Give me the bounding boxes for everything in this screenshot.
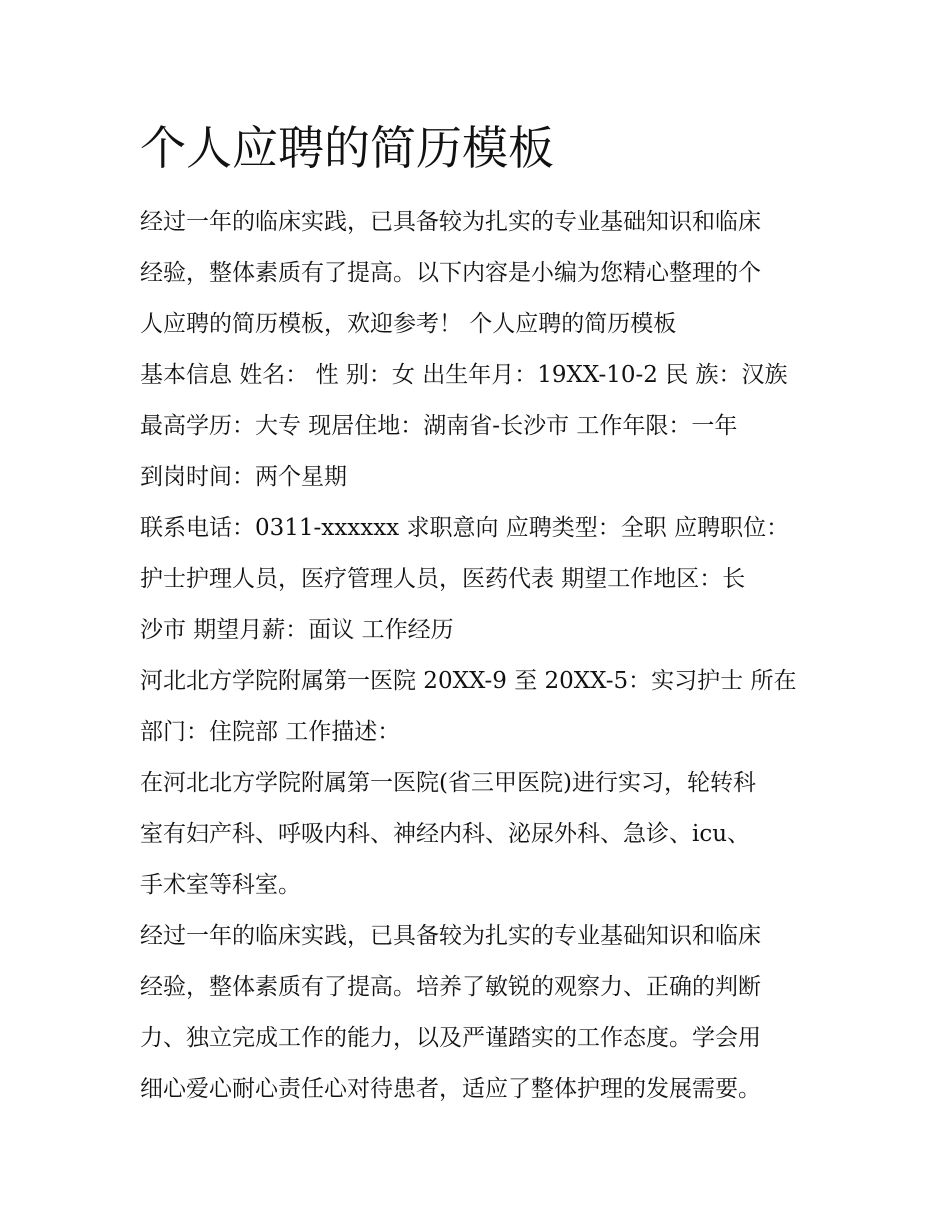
text-line: 沙市 期望月薪：面议 工作经历 bbox=[140, 617, 454, 643]
text-line: 细心爱心耐心责任心对待患者，适应了整体护理的发展需要。 bbox=[140, 1076, 761, 1102]
text-line: 经过一年的临床实践，已具备较为扎实的专业基础知识和临床 bbox=[140, 209, 761, 235]
text-line: 经过一年的临床实践，已具备较为扎实的专业基础知识和临床 bbox=[140, 923, 761, 949]
text-line: 部门：住院部 工作描述： bbox=[140, 719, 401, 745]
text-line: 手术室等科室。 bbox=[140, 872, 301, 898]
text-line: 经验，整体素质有了提高。以下内容是小编为您精心整理的个 bbox=[140, 260, 761, 286]
page-title: 个人应聘的简历模板 bbox=[140, 121, 554, 175]
text-line: 人应聘的简历模板，欢迎参考！ 个人应聘的简历模板 bbox=[140, 311, 677, 337]
text-line: 经验，整体素质有了提高。培养了敏锐的观察力、正确的判断 bbox=[140, 974, 761, 1000]
text-line: 最高学历：大专 现居住地：湖南省-长沙市 工作年限：一年 bbox=[140, 413, 738, 439]
text-line: 力、独立完成工作的能力，以及严谨踏实的工作态度。学会用 bbox=[140, 1025, 761, 1051]
text-line: 河北北方学院附属第一医院 20XX-9 至 20XX-5：实习护士 所在 bbox=[140, 668, 797, 694]
document-body bbox=[140, 197, 820, 1115]
text-line: 室有妇产科、呼吸内科、神经内科、泌尿外科、急诊、icu、 bbox=[140, 821, 751, 847]
text-line: 到岗时间：两个星期 bbox=[140, 464, 347, 490]
text-line: 联系电话：0311-xxxxxx 求职意向 应聘类型：全职 应聘职位： bbox=[140, 515, 790, 541]
text-line: 护士护理人员，医疗管理人员，医药代表 期望工作地区：长 bbox=[140, 566, 746, 592]
text-line: 基本信息 姓名： 性 别：女 出生年月：19XX-10-2 民 族：汉族 bbox=[140, 362, 788, 388]
text-line: 在河北北方学院附属第一医院(省三甲医院)进行实习，轮转科 bbox=[140, 770, 756, 796]
